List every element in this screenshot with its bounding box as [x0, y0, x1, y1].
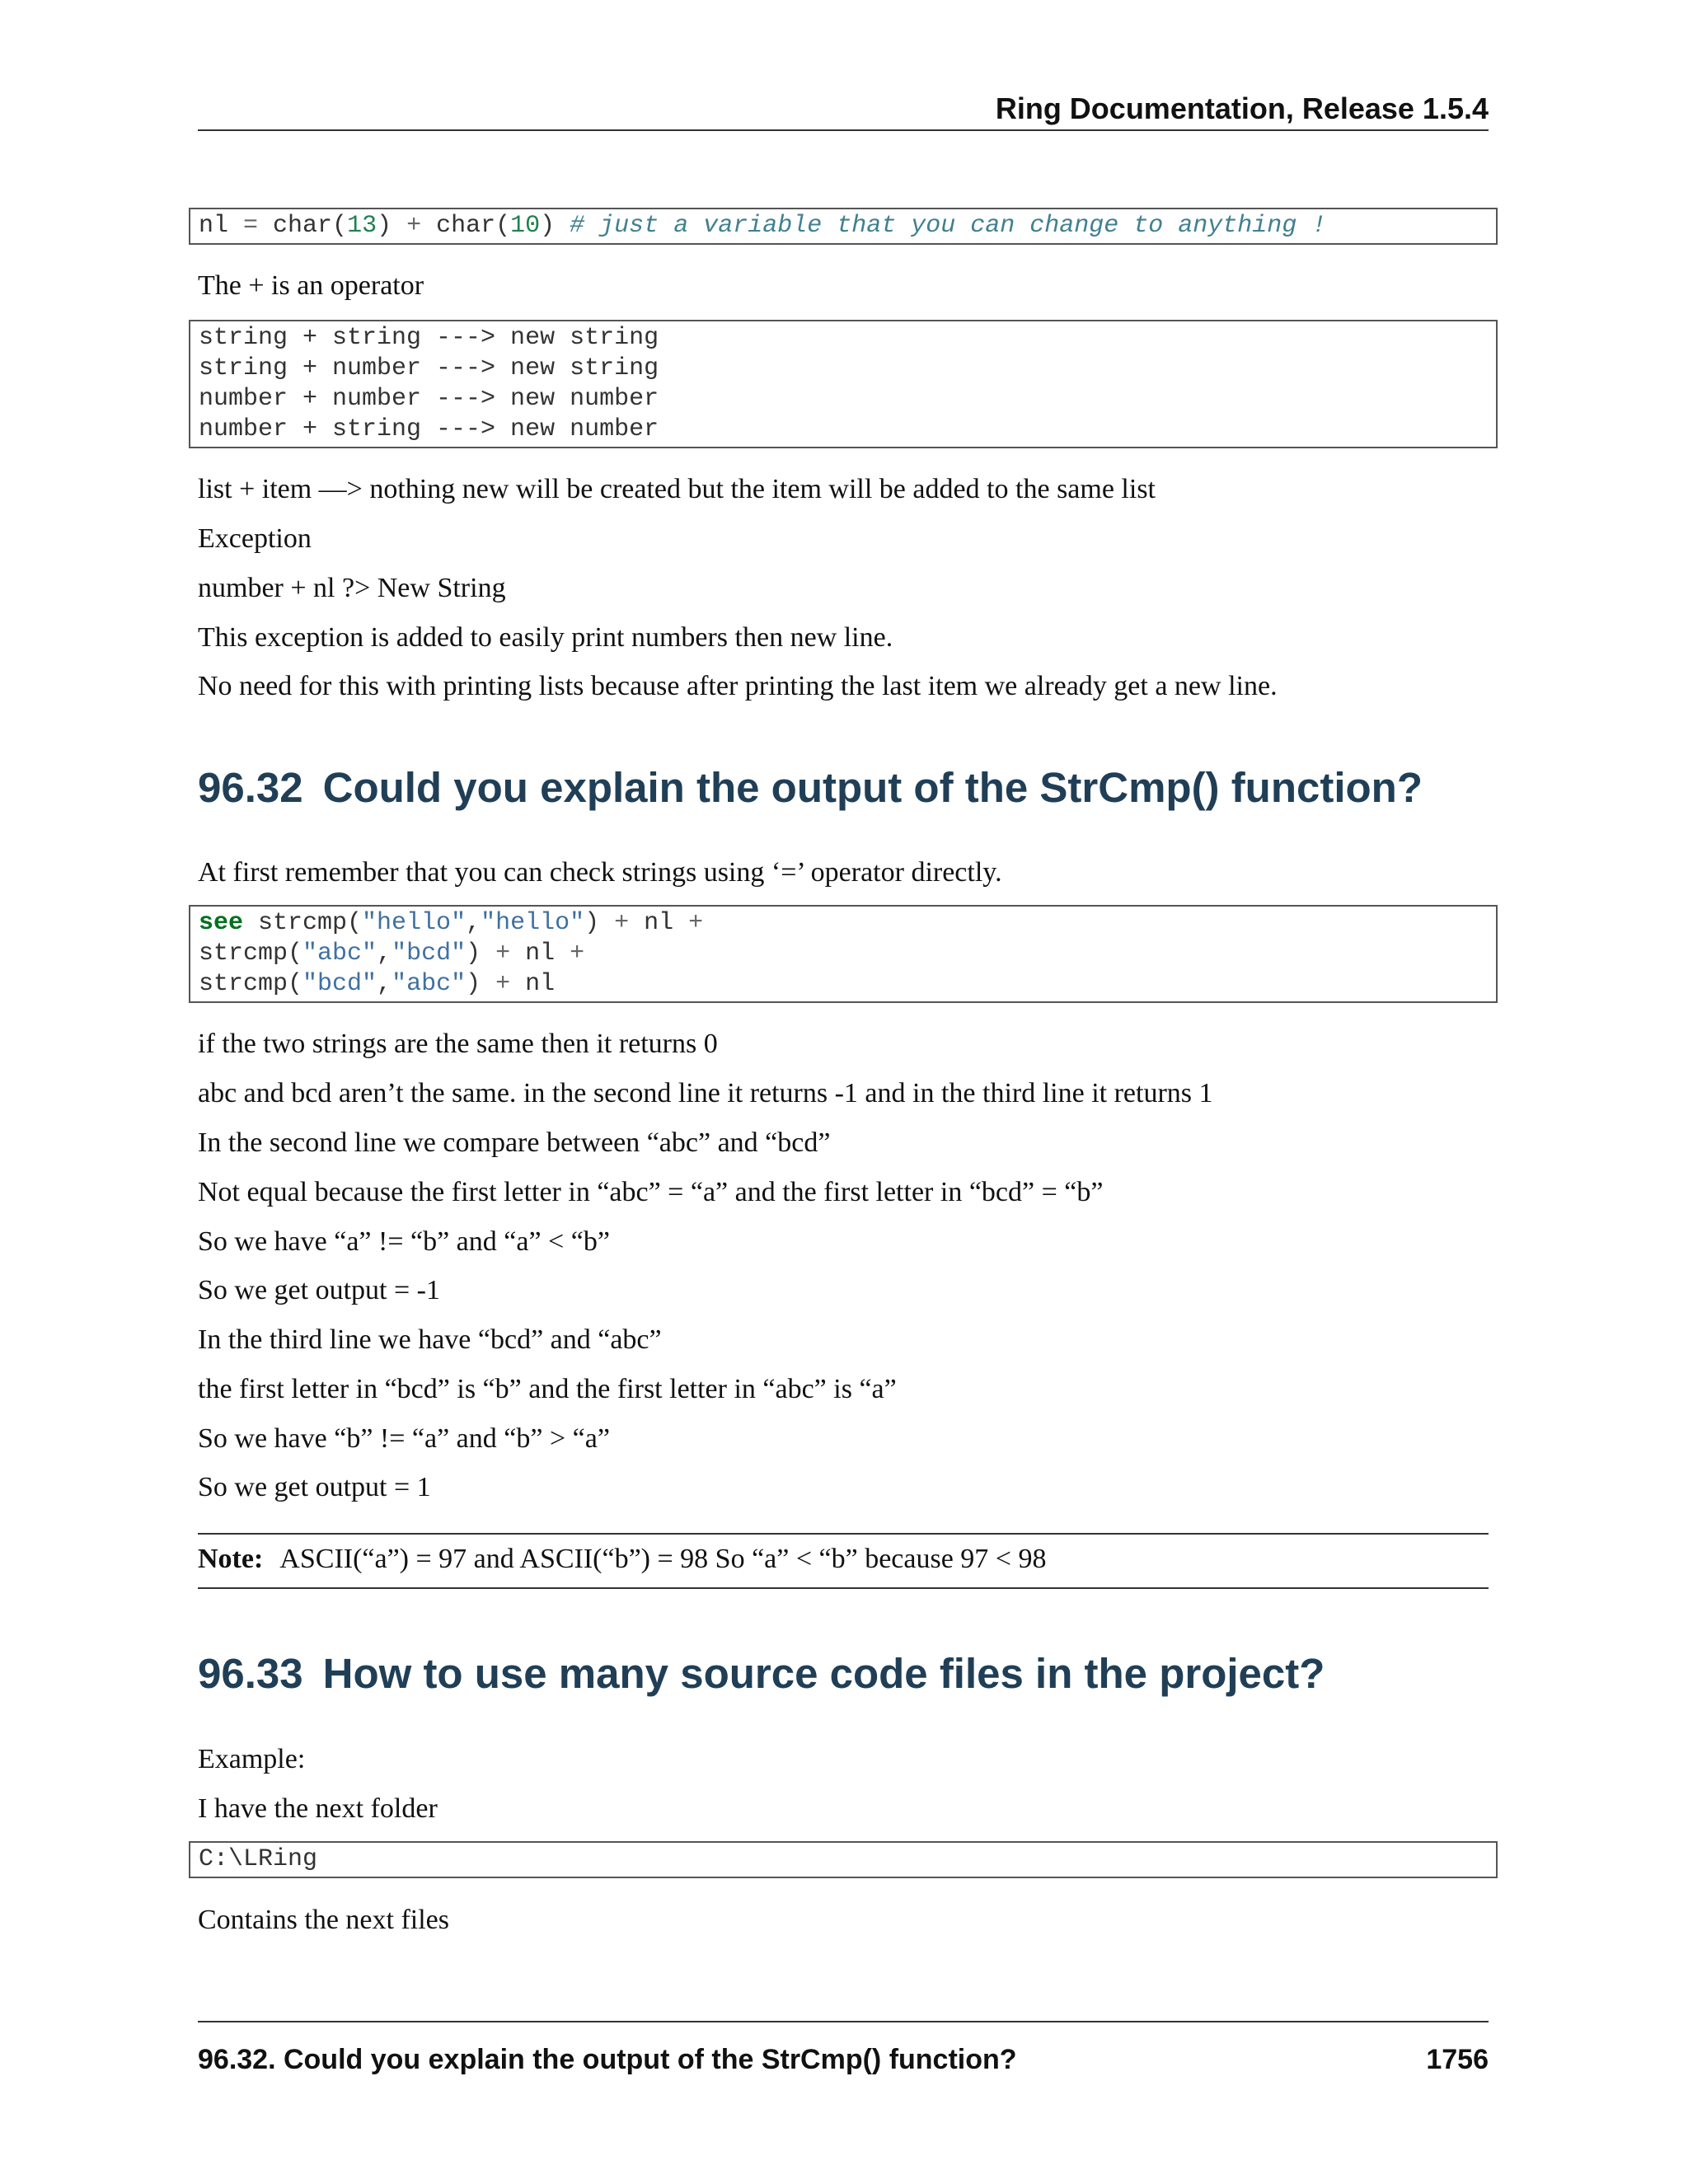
note-label: Note: [198, 1544, 264, 1574]
code-token: nl [199, 212, 244, 240]
code-token: ) [584, 909, 615, 937]
paragraph-third-line: In the third line we have “bcd” and “abc” [198, 1324, 662, 1355]
code-block-plus-rules [189, 320, 1498, 448]
code-line [199, 211, 1496, 241]
code-line [199, 908, 1496, 939]
code-token: ) [466, 970, 496, 998]
paragraph-example: Example: [198, 1744, 306, 1774]
paragraph-first-letter-bcd: the first letter in “bcd” is “b” and the first letter in “abc” is “a” [198, 1374, 897, 1404]
code-token: char( [258, 212, 348, 240]
code-token: ) [377, 212, 407, 240]
running-footer [198, 2040, 1489, 2079]
paragraph-exception-reason: This exception is added to easily print numbers then new line. [198, 622, 893, 653]
paragraph-a-less-than-b: So we have “a” != “b” and “a” < “b” [198, 1226, 610, 1257]
code-token: "abc" [392, 970, 467, 998]
code-token: , [377, 970, 392, 998]
code-line [199, 323, 1496, 354]
code-token: number + string ---> new number [199, 415, 659, 443]
code-token: strcmp( [243, 909, 363, 937]
code-token: + [570, 940, 585, 968]
code-line [199, 384, 1496, 415]
code-token: see [199, 909, 244, 937]
paragraph-first-remember: At first remember that you can check strings using ‘=’ operator directly. [198, 857, 1002, 888]
section-title: How to use many source code files in the project? [322, 1650, 1325, 1697]
code-token: nl [510, 940, 570, 968]
footer-section-title: 96.32. Could you explain the output of the StrCmp() function? [198, 2044, 1017, 2075]
code-token: "bcd" [302, 970, 377, 998]
code-line [199, 415, 1496, 445]
paragraph-contains-files: Contains the next files [198, 1905, 450, 1935]
paragraph-list-plus-item: list + item —> nothing new will be created but the item will be added to the same list [198, 474, 1156, 504]
code-token: "hello" [481, 909, 585, 937]
paragraph-not-equal-first-letter: Not equal because the first letter in “abc” = “a” and the first letter in “bcd” = “b” [198, 1177, 1104, 1207]
paragraph-b-greater-than-a: So we have “b” != “a” and “b” > “a” [198, 1423, 610, 1454]
code-token: string + string ---> new string [199, 324, 659, 352]
code-token: # just a variable that you can change to anything ! [570, 212, 1327, 240]
paragraph-plus-operator: The + is an operator [198, 270, 424, 301]
code-token: , [377, 940, 392, 968]
page-number: 1756 [1426, 2044, 1489, 2075]
note-box [198, 1533, 1489, 1589]
paragraph-same-returns-zero: if the two strings are the same then it returns 0 [198, 1029, 718, 1059]
code-token: string + number ---> new string [199, 354, 659, 382]
code-token: + [495, 940, 511, 968]
code-token: ) [540, 212, 570, 240]
section-number: 96.32 [198, 764, 303, 811]
section-heading-96-33 [198, 1647, 1489, 1700]
code-token: char( [421, 212, 511, 240]
paragraph-abc-bcd-not-same: abc and bcd aren’t the same. in the second line it returns -1 and in the third line it returns 1 [198, 1078, 1213, 1108]
code-line [199, 354, 1496, 384]
running-header: Ring Documentation, Release 1.5.4 [995, 91, 1489, 125]
paragraph-second-line-compare: In the second line we compare between “abc” and “bcd” [198, 1127, 831, 1158]
code-line [199, 1844, 1496, 1875]
code-line [199, 969, 1496, 1000]
code-token: + [614, 909, 630, 937]
code-token: "bcd" [392, 940, 467, 968]
code-token: + [406, 212, 422, 240]
header-rule [198, 129, 1489, 131]
code-token: + [688, 909, 704, 937]
note-text: ASCII(“a”) = 97 and ASCII(“b”) = 98 So “a” < “b” because 97 < 98 [279, 1544, 1047, 1574]
code-token: + [495, 970, 511, 998]
paragraph-next-folder: I have the next folder [198, 1793, 438, 1824]
paragraph-number-plus-nl: number + nl ?> New String [198, 573, 506, 603]
paragraph-output-one: So we get output = 1 [198, 1472, 431, 1502]
code-token: ) [466, 940, 496, 968]
section-heading-96-32 [198, 762, 1489, 814]
code-block-strcmp [189, 905, 1498, 1003]
code-token: 13 [347, 212, 377, 240]
paragraph-no-need-lists: No need for this with printing lists because after printing the last item we already get a new line. [198, 671, 1278, 701]
code-token: nl [510, 970, 556, 998]
code-token: , [466, 909, 481, 937]
code-block-folder-path [189, 1841, 1498, 1878]
footer-rule [198, 2021, 1489, 2022]
section-number: 96.33 [198, 1650, 303, 1697]
code-token: C:\LRing [199, 1845, 318, 1873]
code-token: "hello" [362, 909, 467, 937]
code-token: 10 [510, 212, 541, 240]
code-token: strcmp( [199, 970, 303, 998]
code-token: number + number ---> new number [199, 385, 659, 413]
code-block-nl-definition [189, 208, 1498, 245]
code-token: strcmp( [199, 940, 303, 968]
code-token: nl [629, 909, 689, 937]
paragraph-output-minus-one: So we get output = -1 [198, 1275, 440, 1305]
paragraph-exception: Exception [198, 523, 312, 554]
code-token: = [243, 212, 259, 240]
code-token: "abc" [302, 940, 377, 968]
code-line [199, 939, 1496, 969]
section-title: Could you explain the output of the StrCmp() function? [322, 764, 1423, 811]
